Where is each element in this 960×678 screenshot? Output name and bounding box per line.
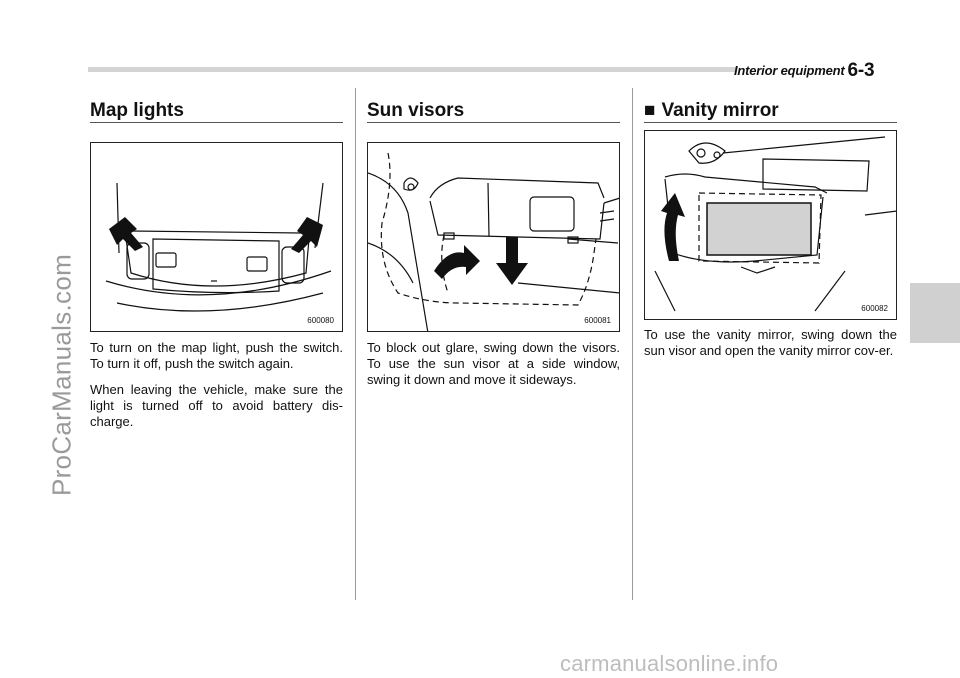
heading-rule	[367, 122, 620, 123]
sun-visors-illustration	[368, 143, 620, 332]
paragraph: To block out glare, swing down the visors. To use the sun visor at a side window, swing it down and move it sideways.	[367, 340, 620, 387]
heading-vanity-mirror	[644, 100, 779, 122]
heading-sun-visors: Sun visors	[367, 100, 465, 121]
column-divider	[632, 88, 633, 600]
heading-marker: ■	[644, 100, 656, 121]
heading-rule	[90, 122, 343, 123]
figure-vanity-mirror	[644, 130, 897, 320]
side-watermark-text: ProCarManuals.com	[46, 253, 77, 497]
vanity-mirror-illustration	[645, 131, 897, 320]
map-lights-illustration	[91, 143, 343, 332]
section-title: Interior equipment	[734, 63, 845, 78]
column-divider	[355, 88, 356, 600]
vanity-mirror-text	[644, 327, 897, 369]
heading-map-lights: Map lights	[90, 100, 184, 121]
figure-number: 600082	[861, 304, 888, 313]
figure-number: 600080	[307, 316, 334, 325]
map-lights-text	[90, 340, 343, 440]
header-bar	[88, 67, 736, 72]
page-number: 6-3	[847, 60, 875, 81]
figure-number: 600081	[584, 316, 611, 325]
heading-text: Vanity mirror	[661, 100, 779, 121]
footer-watermark: carmanualsonline.info	[560, 651, 779, 676]
figure-map-lights	[90, 142, 343, 332]
side-watermark	[42, 80, 82, 670]
page-header	[734, 59, 874, 81]
paragraph: To use the vanity mirror, swing down the sun visor and open the vanity mirror cov-er.	[644, 327, 897, 358]
chapter-tab	[910, 283, 960, 343]
sun-visors-text	[367, 340, 620, 398]
paragraph: To turn on the map light, push the switch. To turn it off, push the switch again.	[90, 340, 343, 371]
heading-rule	[644, 122, 897, 123]
figure-sun-visors	[367, 142, 620, 332]
paragraph: When leaving the vehicle, make sure the light is turned off to avoid battery dis-charge.	[90, 382, 343, 429]
